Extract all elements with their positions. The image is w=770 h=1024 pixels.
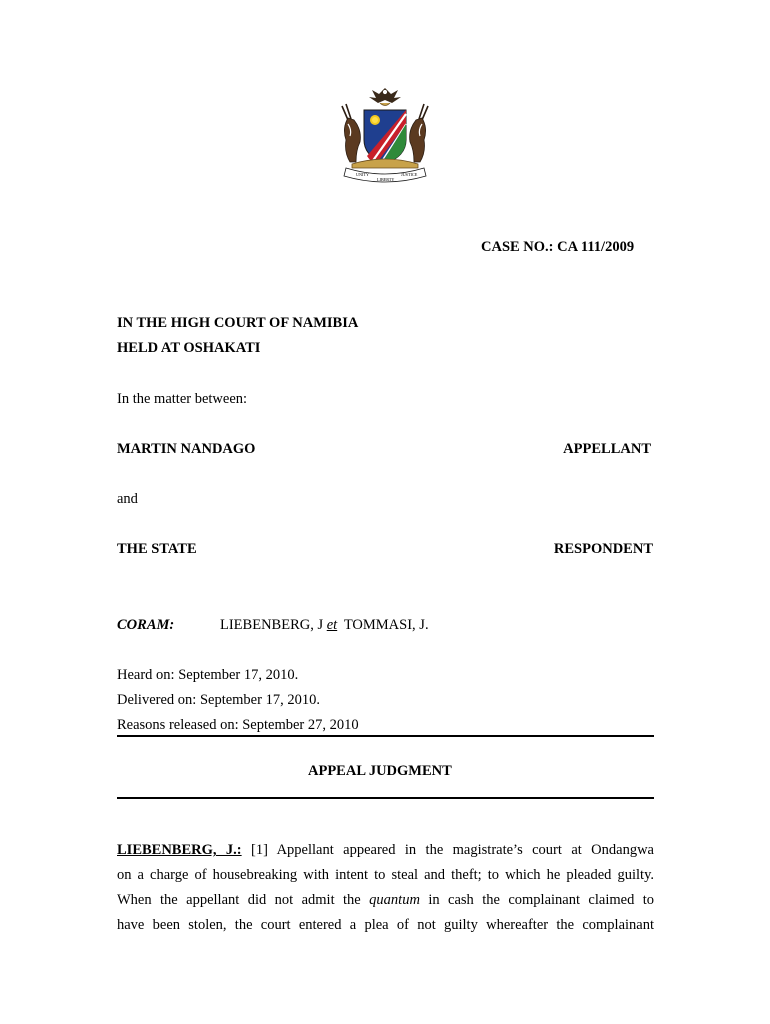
- left-oryx-icon: [342, 104, 360, 162]
- matter-intro: In the matter between:: [117, 391, 248, 407]
- body-line-3-a: When the appellant did not admit the: [117, 892, 361, 908]
- heard-date: Heard on: September 17, 2010.: [117, 667, 299, 683]
- reasons-date: Reasons released on: September 27, 2010: [117, 717, 359, 733]
- eagle-icon: [369, 88, 401, 106]
- body-line-3-b: in cash the complainant claimed to: [428, 892, 655, 908]
- respondent-role: RESPONDENT: [553, 541, 653, 557]
- case-number: CASE NO.: CA 111/2009: [481, 239, 635, 255]
- coat-of-arms-emblem: [334, 84, 436, 188]
- parties-conjunction: and: [117, 491, 138, 507]
- motto-center: LIBERTY: [377, 177, 395, 182]
- judgment-author: LIEBENBERG, J.:: [117, 842, 242, 858]
- motto-left: UNITY: [356, 172, 370, 177]
- delivered-date: Delivered on: September 17, 2010.: [117, 692, 320, 708]
- shield-icon: [364, 110, 406, 164]
- motto-banner: [344, 168, 426, 182]
- body-line-3: [117, 892, 654, 909]
- bottom-divider: [117, 797, 654, 799]
- paragraph-number: [1]: [251, 842, 268, 858]
- motto-right: JUSTICE: [401, 172, 418, 177]
- dune-base: [352, 159, 418, 168]
- judgment-title: APPEAL JUDGMENT: [308, 763, 452, 779]
- coram-judge-2: TOMMASI, J.: [343, 617, 429, 633]
- quantum-term: quantum: [369, 892, 420, 908]
- body-line-4: have been stolen, the court entered a plea of not guilty whereafter the complainant: [117, 917, 654, 933]
- coram-label: CORAM:: [117, 617, 175, 633]
- body-line-1-text: Appellant appeared in the magistrate’s court at Ondangwa: [276, 842, 654, 858]
- coram-et: et: [326, 617, 338, 633]
- right-oryx-icon: [410, 104, 428, 162]
- body-line-1: [117, 842, 654, 859]
- court-location: HELD AT OSHAKATI: [117, 340, 261, 356]
- court-name: IN THE HIGH COURT OF NAMIBIA: [117, 315, 359, 331]
- top-divider: [117, 735, 654, 737]
- appellant-name: MARTIN NANDAGO: [117, 441, 256, 457]
- body-line-2: on a charge of housebreaking with intent to steal and theft; to which he pleaded guilty.: [117, 867, 654, 883]
- coram-judges: [220, 617, 429, 634]
- appellant-role: APPELLANT: [563, 441, 651, 457]
- coram-judge-1: LIEBENBERG, J: [220, 617, 324, 633]
- respondent-name: THE STATE: [117, 541, 197, 557]
